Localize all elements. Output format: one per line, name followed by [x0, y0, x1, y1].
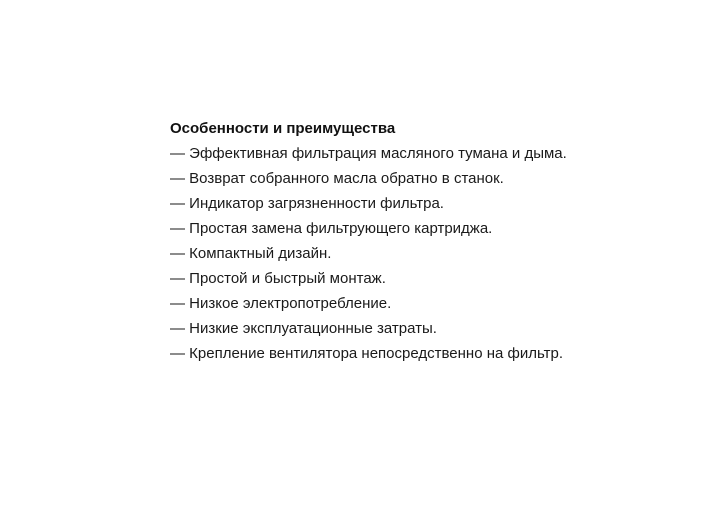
- features-section: [170, 116, 567, 366]
- feature-item: — Простая замена фильтрующего картриджа.: [170, 220, 493, 237]
- section-heading: Особенности и преимущества: [170, 120, 396, 137]
- feature-item: — Эффективная фильтрация масляного тумана и дыма.: [170, 145, 567, 162]
- feature-item: — Низкие эксплуатационные затраты.: [170, 320, 437, 337]
- feature-item: — Компактный дизайн.: [170, 245, 332, 262]
- feature-item: — Крепление вентилятора непосредственно на фильтр.: [170, 345, 564, 362]
- feature-item: — Индикатор загрязненности фильтра.: [170, 195, 444, 212]
- feature-item: — Простой и быстрый монтаж.: [170, 270, 386, 287]
- feature-item: — Низкое электропотребление.: [170, 295, 392, 312]
- feature-item: — Возврат собранного масла обратно в станок.: [170, 170, 504, 187]
